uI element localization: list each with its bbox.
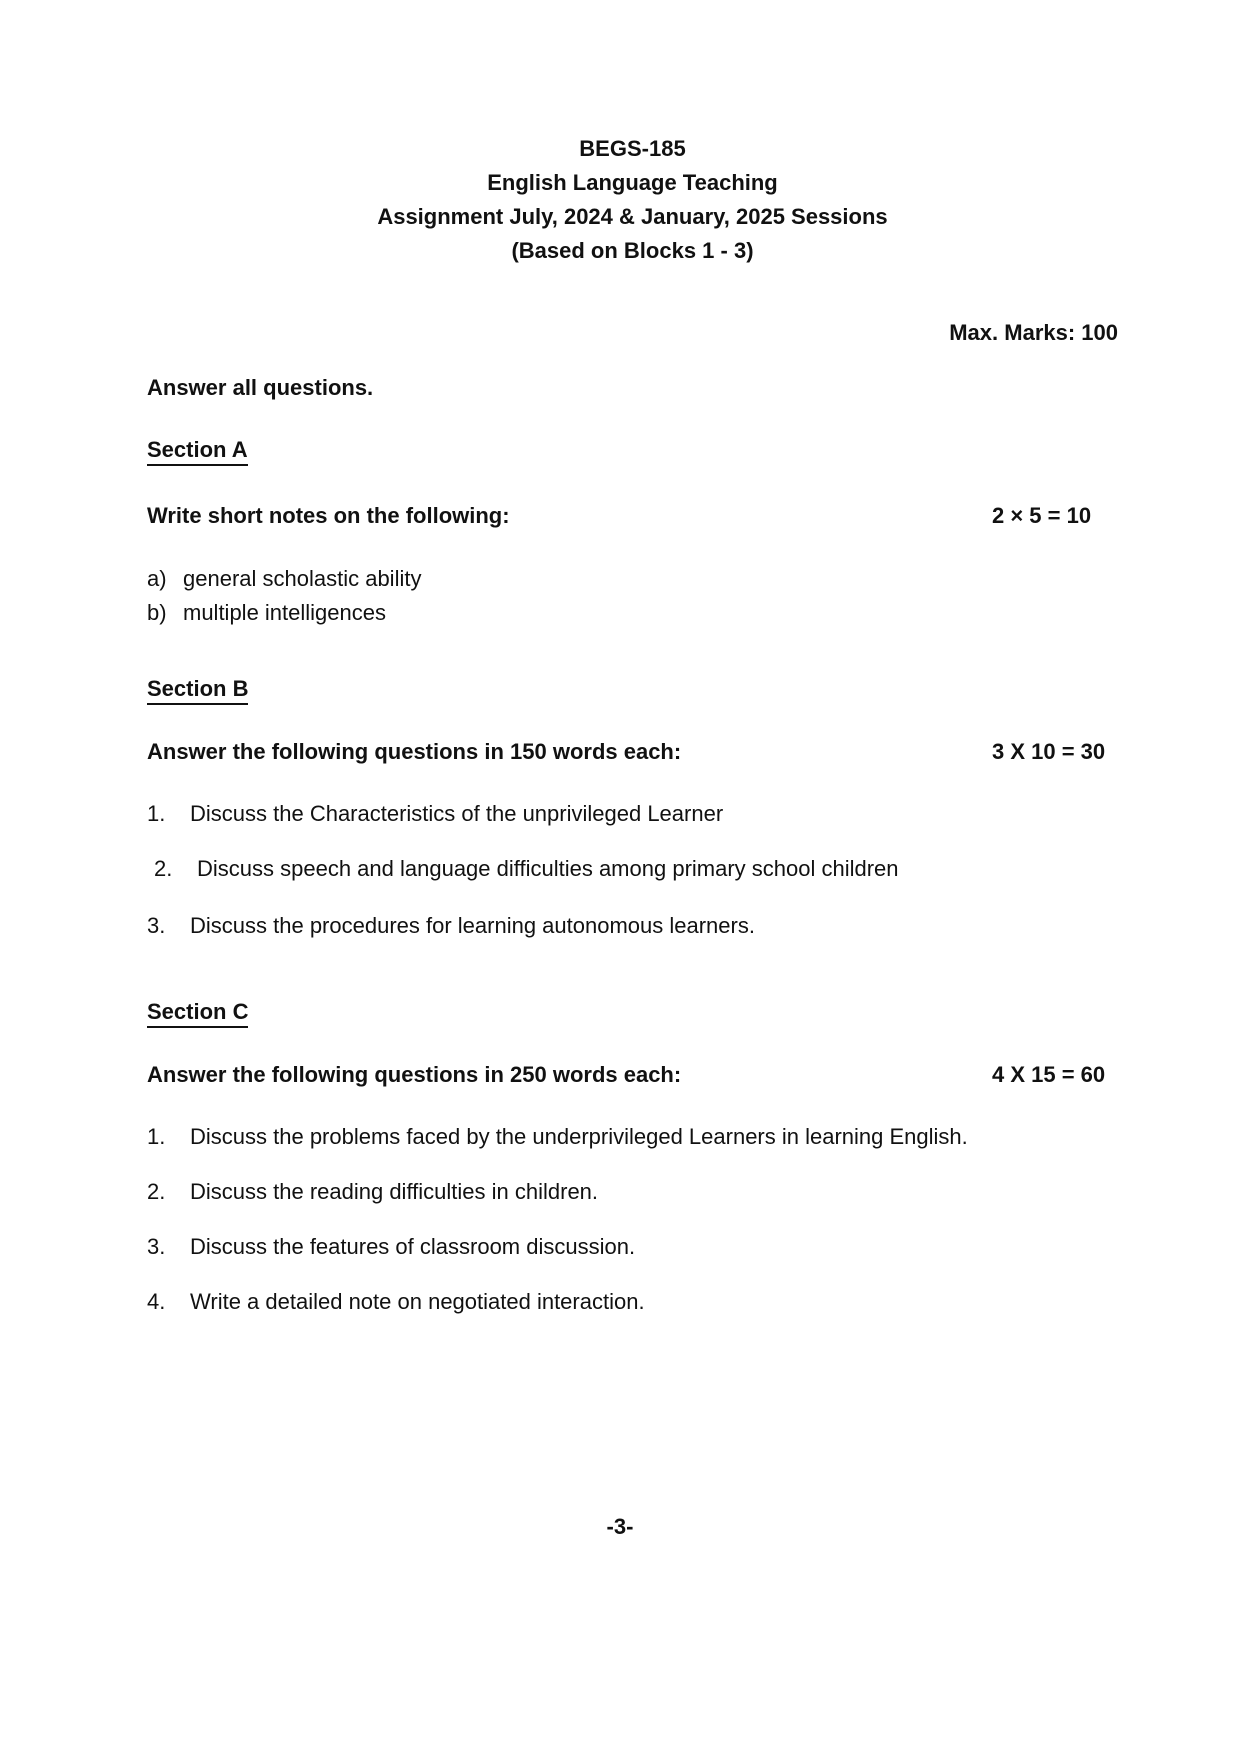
section-c-prompt: Answer the following questions in 250 words each:	[147, 1062, 682, 1087]
question-item	[147, 1123, 1118, 1150]
question-text: Discuss the procedures for learning autonomous learners.	[190, 913, 755, 938]
section-b-prompt: Answer the following questions in 150 words each:	[147, 739, 682, 764]
assignment-session-line: Assignment July, 2024 & January, 2025 Sessions	[377, 204, 888, 229]
section-b-heading-text: Section B	[147, 675, 248, 705]
blocks-line: (Based on Blocks 1 - 3)	[511, 238, 754, 263]
question-label: a)	[147, 566, 167, 591]
question-text: Write a detailed note on negotiated interaction.	[190, 1289, 645, 1314]
question-item	[147, 1178, 1118, 1205]
question-item	[147, 912, 1118, 939]
document-header	[147, 132, 1118, 268]
section-a-prompt: Write short notes on the following:	[147, 503, 510, 528]
question-text: Discuss speech and language difficulties among primary school children	[197, 856, 899, 881]
section-c-prompt-row	[147, 1061, 1118, 1088]
section-a-heading	[147, 436, 1118, 466]
question-item	[147, 855, 1118, 882]
question-item	[147, 1233, 1118, 1260]
question-item	[147, 1288, 1118, 1315]
question-item	[147, 562, 1118, 596]
question-text: general scholastic ability	[183, 566, 422, 591]
section-b-marks: 3 X 10 = 30	[992, 739, 1106, 764]
section-c-marks: 4 X 15 = 60	[992, 1062, 1106, 1087]
question-label: 1.	[147, 801, 166, 826]
question-label: b)	[147, 600, 167, 625]
question-text: Discuss the reading difficulties in children.	[190, 1179, 599, 1204]
course-title: English Language Teaching	[487, 170, 778, 195]
section-c-heading	[147, 998, 1118, 1028]
question-text: Discuss the Characteristics of the unprivileged Learner	[190, 801, 724, 826]
section-a-heading-text: Section A	[147, 436, 248, 466]
question-item	[147, 800, 1118, 827]
question-text: Discuss the problems faced by the underprivileged Learners in learning English.	[190, 1124, 968, 1149]
question-label: 4.	[147, 1289, 166, 1314]
section-b-prompt-row	[147, 738, 1118, 765]
question-label: 1.	[147, 1124, 166, 1149]
question-label: 3.	[147, 913, 166, 938]
section-a-question-list	[147, 562, 1118, 630]
max-marks: Max. Marks: 100	[949, 320, 1118, 345]
course-code: BEGS-185	[579, 136, 686, 161]
section-b-heading	[147, 675, 1118, 705]
page-number: -3-	[606, 1514, 634, 1539]
general-instruction: Answer all questions.	[147, 375, 374, 400]
section-a-marks: 2 × 5 = 10	[992, 503, 1092, 528]
question-text: multiple intelligences	[183, 600, 386, 625]
question-text: Discuss the features of classroom discussion.	[190, 1234, 636, 1259]
question-label: 2.	[154, 856, 173, 881]
section-c-heading-text: Section C	[147, 998, 248, 1028]
question-label: 2.	[147, 1179, 166, 1204]
question-label: 3.	[147, 1234, 166, 1259]
question-item	[147, 596, 1118, 630]
section-a-prompt-row	[147, 502, 1118, 529]
